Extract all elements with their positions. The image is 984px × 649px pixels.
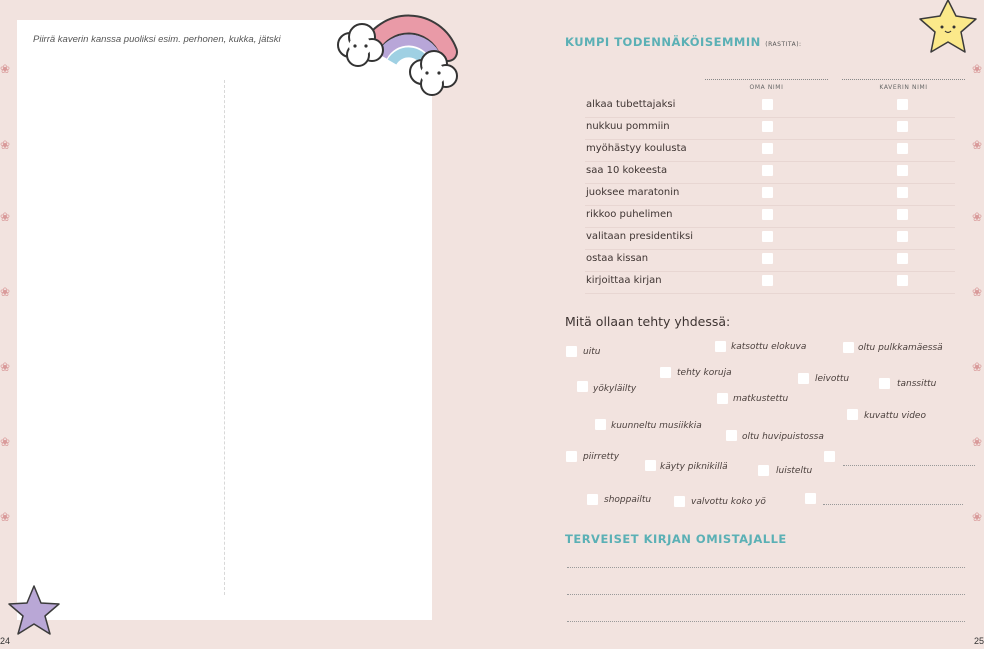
checkbox-own[interactable] bbox=[762, 165, 773, 176]
together-section-title: Mitä ollaan tehty yhdessä: bbox=[565, 314, 731, 329]
activity-label: kuunneltu musiikkia bbox=[611, 421, 702, 431]
greetings-section-title: TERVEISET KIRJAN OMISTAJALLE bbox=[565, 532, 787, 546]
heart-icon: ❀ bbox=[0, 285, 11, 299]
activity-label: yökyläilty bbox=[593, 384, 637, 394]
column-label-own-name: OMA NIMI bbox=[749, 84, 784, 91]
heart-icon: ❀ bbox=[972, 360, 983, 374]
activity-label: tanssittu bbox=[897, 379, 937, 389]
drawing-instruction: Piirrä kaverin kanssa puoliksi esim. perhonen, kukka, jätski bbox=[33, 34, 281, 45]
activity-checkbox[interactable] bbox=[566, 346, 577, 357]
likely-section-heading bbox=[565, 35, 802, 49]
page-number-left: 24 bbox=[0, 636, 11, 646]
activity-checkbox[interactable] bbox=[879, 378, 890, 389]
activity-label: matkustettu bbox=[733, 394, 789, 404]
activity-checkbox[interactable] bbox=[715, 341, 726, 352]
heart-icon: ❀ bbox=[0, 62, 11, 76]
checkbox-friend[interactable] bbox=[897, 99, 908, 110]
heart-icon: ❀ bbox=[972, 62, 983, 76]
checkbox-friend[interactable] bbox=[897, 121, 908, 132]
activity-label: uitu bbox=[583, 347, 601, 357]
activity-checkbox[interactable] bbox=[587, 494, 598, 505]
activity-checkbox[interactable] bbox=[645, 460, 656, 471]
activity-checkbox[interactable] bbox=[717, 393, 728, 404]
heart-icon: ❀ bbox=[972, 210, 983, 224]
checkbox-friend[interactable] bbox=[897, 187, 908, 198]
checkbox-own[interactable] bbox=[762, 253, 773, 264]
row-label: nukkuu pommiin bbox=[586, 121, 670, 132]
activity-checkbox[interactable] bbox=[843, 342, 854, 353]
star-icon bbox=[918, 0, 980, 56]
drawing-panel[interactable] bbox=[17, 20, 432, 620]
greeting-writing-line[interactable] bbox=[567, 594, 965, 595]
activity-label: valvottu koko yö bbox=[691, 497, 766, 507]
row-label: rikkoo puhelimen bbox=[586, 209, 673, 220]
checkbox-friend[interactable] bbox=[897, 275, 908, 286]
heart-icon: ❀ bbox=[0, 435, 11, 449]
checkbox-friend[interactable] bbox=[897, 253, 908, 264]
activity-checkbox[interactable] bbox=[577, 381, 588, 392]
activity-checkbox[interactable] bbox=[726, 430, 737, 441]
heart-icon: ❀ bbox=[0, 210, 11, 224]
checkbox-own[interactable] bbox=[762, 121, 773, 132]
checkbox-friend[interactable] bbox=[897, 165, 908, 176]
checkbox-own[interactable] bbox=[762, 143, 773, 154]
activity-checkbox-blank[interactable] bbox=[824, 451, 835, 462]
checkbox-own[interactable] bbox=[762, 275, 773, 286]
table-row bbox=[585, 249, 955, 272]
row-label: saa 10 kokeesta bbox=[586, 165, 668, 176]
table-row bbox=[585, 139, 955, 162]
checkbox-own[interactable] bbox=[762, 187, 773, 198]
row-label: juoksee maratonin bbox=[586, 187, 680, 198]
likely-section-note: (RASTITA): bbox=[765, 41, 802, 48]
heart-icon: ❀ bbox=[972, 138, 983, 152]
activity-checkbox[interactable] bbox=[674, 496, 685, 507]
activity-label: leivottu bbox=[815, 374, 850, 384]
own-name-line[interactable] bbox=[705, 79, 828, 80]
custom-activity-line[interactable] bbox=[843, 465, 975, 466]
table-row bbox=[585, 117, 955, 140]
greeting-writing-line[interactable] bbox=[567, 567, 965, 568]
activity-checkbox[interactable] bbox=[660, 367, 671, 378]
greeting-writing-line[interactable] bbox=[567, 621, 965, 622]
heart-icon: ❀ bbox=[0, 138, 11, 152]
activity-label: luisteltu bbox=[776, 466, 813, 476]
checkbox-friend[interactable] bbox=[897, 143, 908, 154]
table-row bbox=[585, 205, 955, 228]
heart-icon: ❀ bbox=[0, 510, 11, 524]
checkbox-own[interactable] bbox=[762, 231, 773, 242]
likely-section-title: KUMPI TODENNÄKÖISEMMIN bbox=[565, 35, 761, 49]
activity-checkbox[interactable] bbox=[758, 465, 769, 476]
heart-icon: ❀ bbox=[972, 510, 983, 524]
activity-label: shoppailtu bbox=[604, 495, 652, 505]
custom-activity-line[interactable] bbox=[823, 504, 963, 505]
activity-checkbox[interactable] bbox=[595, 419, 606, 430]
activity-checkbox[interactable] bbox=[566, 451, 577, 462]
activity-label: oltu pulkkamäessä bbox=[858, 343, 943, 353]
row-label: ostaa kissan bbox=[586, 253, 649, 264]
checkbox-friend[interactable] bbox=[897, 231, 908, 242]
table-row bbox=[585, 95, 955, 118]
row-label: valitaan presidentiksi bbox=[586, 231, 693, 242]
star-icon bbox=[5, 583, 63, 639]
activity-label: tehty koruja bbox=[677, 368, 732, 378]
page-number-right: 25 bbox=[973, 636, 984, 646]
checkbox-own[interactable] bbox=[762, 209, 773, 220]
checkbox-own[interactable] bbox=[762, 99, 773, 110]
checkbox-friend[interactable] bbox=[897, 209, 908, 220]
activity-checkbox[interactable] bbox=[798, 373, 809, 384]
center-divider bbox=[224, 80, 225, 595]
table-row bbox=[585, 183, 955, 206]
heart-icon: ❀ bbox=[972, 435, 983, 449]
row-label: kirjoittaa kirjan bbox=[586, 275, 662, 286]
activity-checkbox-blank[interactable] bbox=[805, 493, 816, 504]
activity-label: katsottu elokuva bbox=[731, 342, 807, 352]
rainbow-icon bbox=[330, 0, 465, 105]
heart-icon: ❀ bbox=[0, 360, 11, 374]
table-row bbox=[585, 271, 955, 294]
activity-label: käyty piknikillä bbox=[660, 462, 728, 472]
activity-label: kuvattu video bbox=[864, 411, 926, 421]
friend-name-line[interactable] bbox=[842, 79, 965, 80]
column-label-friend-name: KAVERIN NIMI bbox=[879, 84, 928, 91]
activity-label: piirretty bbox=[583, 452, 620, 462]
row-label: myöhästyy koulusta bbox=[586, 143, 687, 154]
table-row bbox=[585, 161, 955, 184]
activity-label: oltu huvipuistossa bbox=[742, 432, 824, 442]
heart-icon: ❀ bbox=[972, 285, 983, 299]
activity-checkbox[interactable] bbox=[847, 409, 858, 420]
row-label: alkaa tubettajaksi bbox=[586, 99, 676, 110]
table-row bbox=[585, 227, 955, 250]
